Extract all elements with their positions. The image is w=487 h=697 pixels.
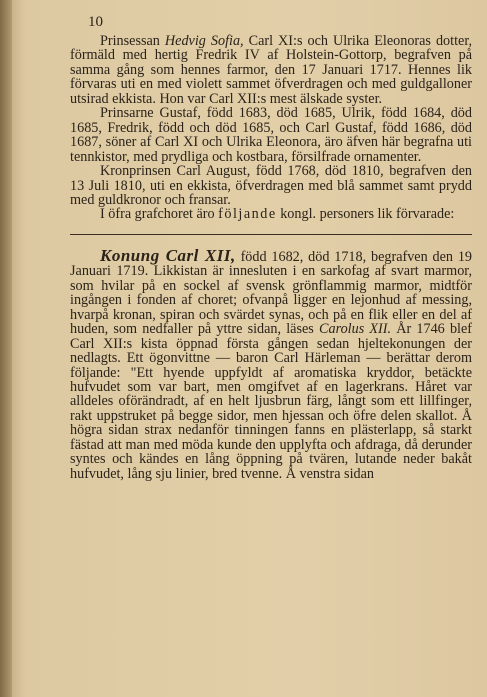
section-divider (70, 234, 472, 235)
paragraph-text: I öfra grafchoret äro (100, 206, 215, 223)
king-heading: Konung Carl XII, (100, 245, 236, 265)
paragraph-upper-choir (70, 207, 472, 221)
book-gutter (0, 0, 12, 697)
body-text (70, 34, 472, 481)
paragraph-name: Prinsessan (100, 33, 160, 49)
italic-inscription: Carolus XII. (319, 321, 392, 338)
paragraph-carl-xii (70, 245, 473, 482)
paragraph-text: född 1682, död 1718, begrafven den 19 Januari 1719. Likkistan är innesluten i en sarkofag af svart marmor, som hvilar på en sockel af svensk grönflammig marmor, midtför ingången i fonden af choret; ofvanpå ligger en lejonhud af messing, hvarpå kronan, spiran och svärdet synas, och på en flik eller en del af huden, som nedfaller på yttre sidan, läses (70, 248, 473, 338)
paragraph-text: kongl. personers lik förvarade: (280, 206, 455, 223)
spaced-word: följande (218, 206, 277, 223)
paragraph-text: Kronprinsen Carl August, född 1768, död 1810, begrafven den 13 Juli 1810, uti en ekkista, öfverdragen med blå sammet samt prydd med guldkronor och fransar. (70, 163, 472, 208)
paragraph-text: Carl XI:s och Ulrika Eleonoras dotter, förmäld med hertig Fredrik IV af Holstein-Gottorp, begrafven på samma gång som hennes farmor, den 17 Januari 1717. Hennes lik förvaras uti en med violett sammet öfverdragen och med guldgalloner utsirad ekkista. Hon var Carl XII:s mest älskade syster. (70, 33, 473, 107)
paragraph-text: Prinsarne Gustaf, född 1683, död 1685, Ulrik, född 1684, död 1685, Fredrik, född och död 1685, och Carl Gustaf, född 1686, död 1687, söner af Carl XI och Ulrika Eleonora, äro äfven här begrafna uti tennkistor, med prydliga och kostbara, försilfrade ornamenter. (70, 105, 472, 165)
paragraph-princes (70, 106, 472, 164)
paragraph-hedvig-sofia (70, 34, 472, 106)
paragraph-text: År 1746 blef Carl XII:s kista öppnad första gången sedan hjeltekonungen der nedlagts. Ett ögonvittne — baron Carl Härleman — berättar derom följande: "Ett hyende uppfyldt af aromatiska kryddor, betäckte hufvudet som var bart, men omgifvet af en lagerkrans. Håret var alldeles oförändradt, af en helt ljusbrun färg, långt som ett lillfinger, rakt uppstruket på begge sidor, men hjessan och öfre delen skallot. Å högra sidan strax nedanför tinningen fanns en plästerlapp, så starkt fästad att man med möda kunde den upplyfta och afdraga, då derunder syntes och kändes en lång öppning på tvären, lutande neder bakåt hufvudet, lång sju linier, bred tvenne. Å venstra sidan (70, 321, 473, 482)
italic-name: Hedvig Sofia, (164, 33, 244, 49)
page-number: 10 (88, 14, 103, 30)
paragraph-carl-august (70, 164, 472, 207)
